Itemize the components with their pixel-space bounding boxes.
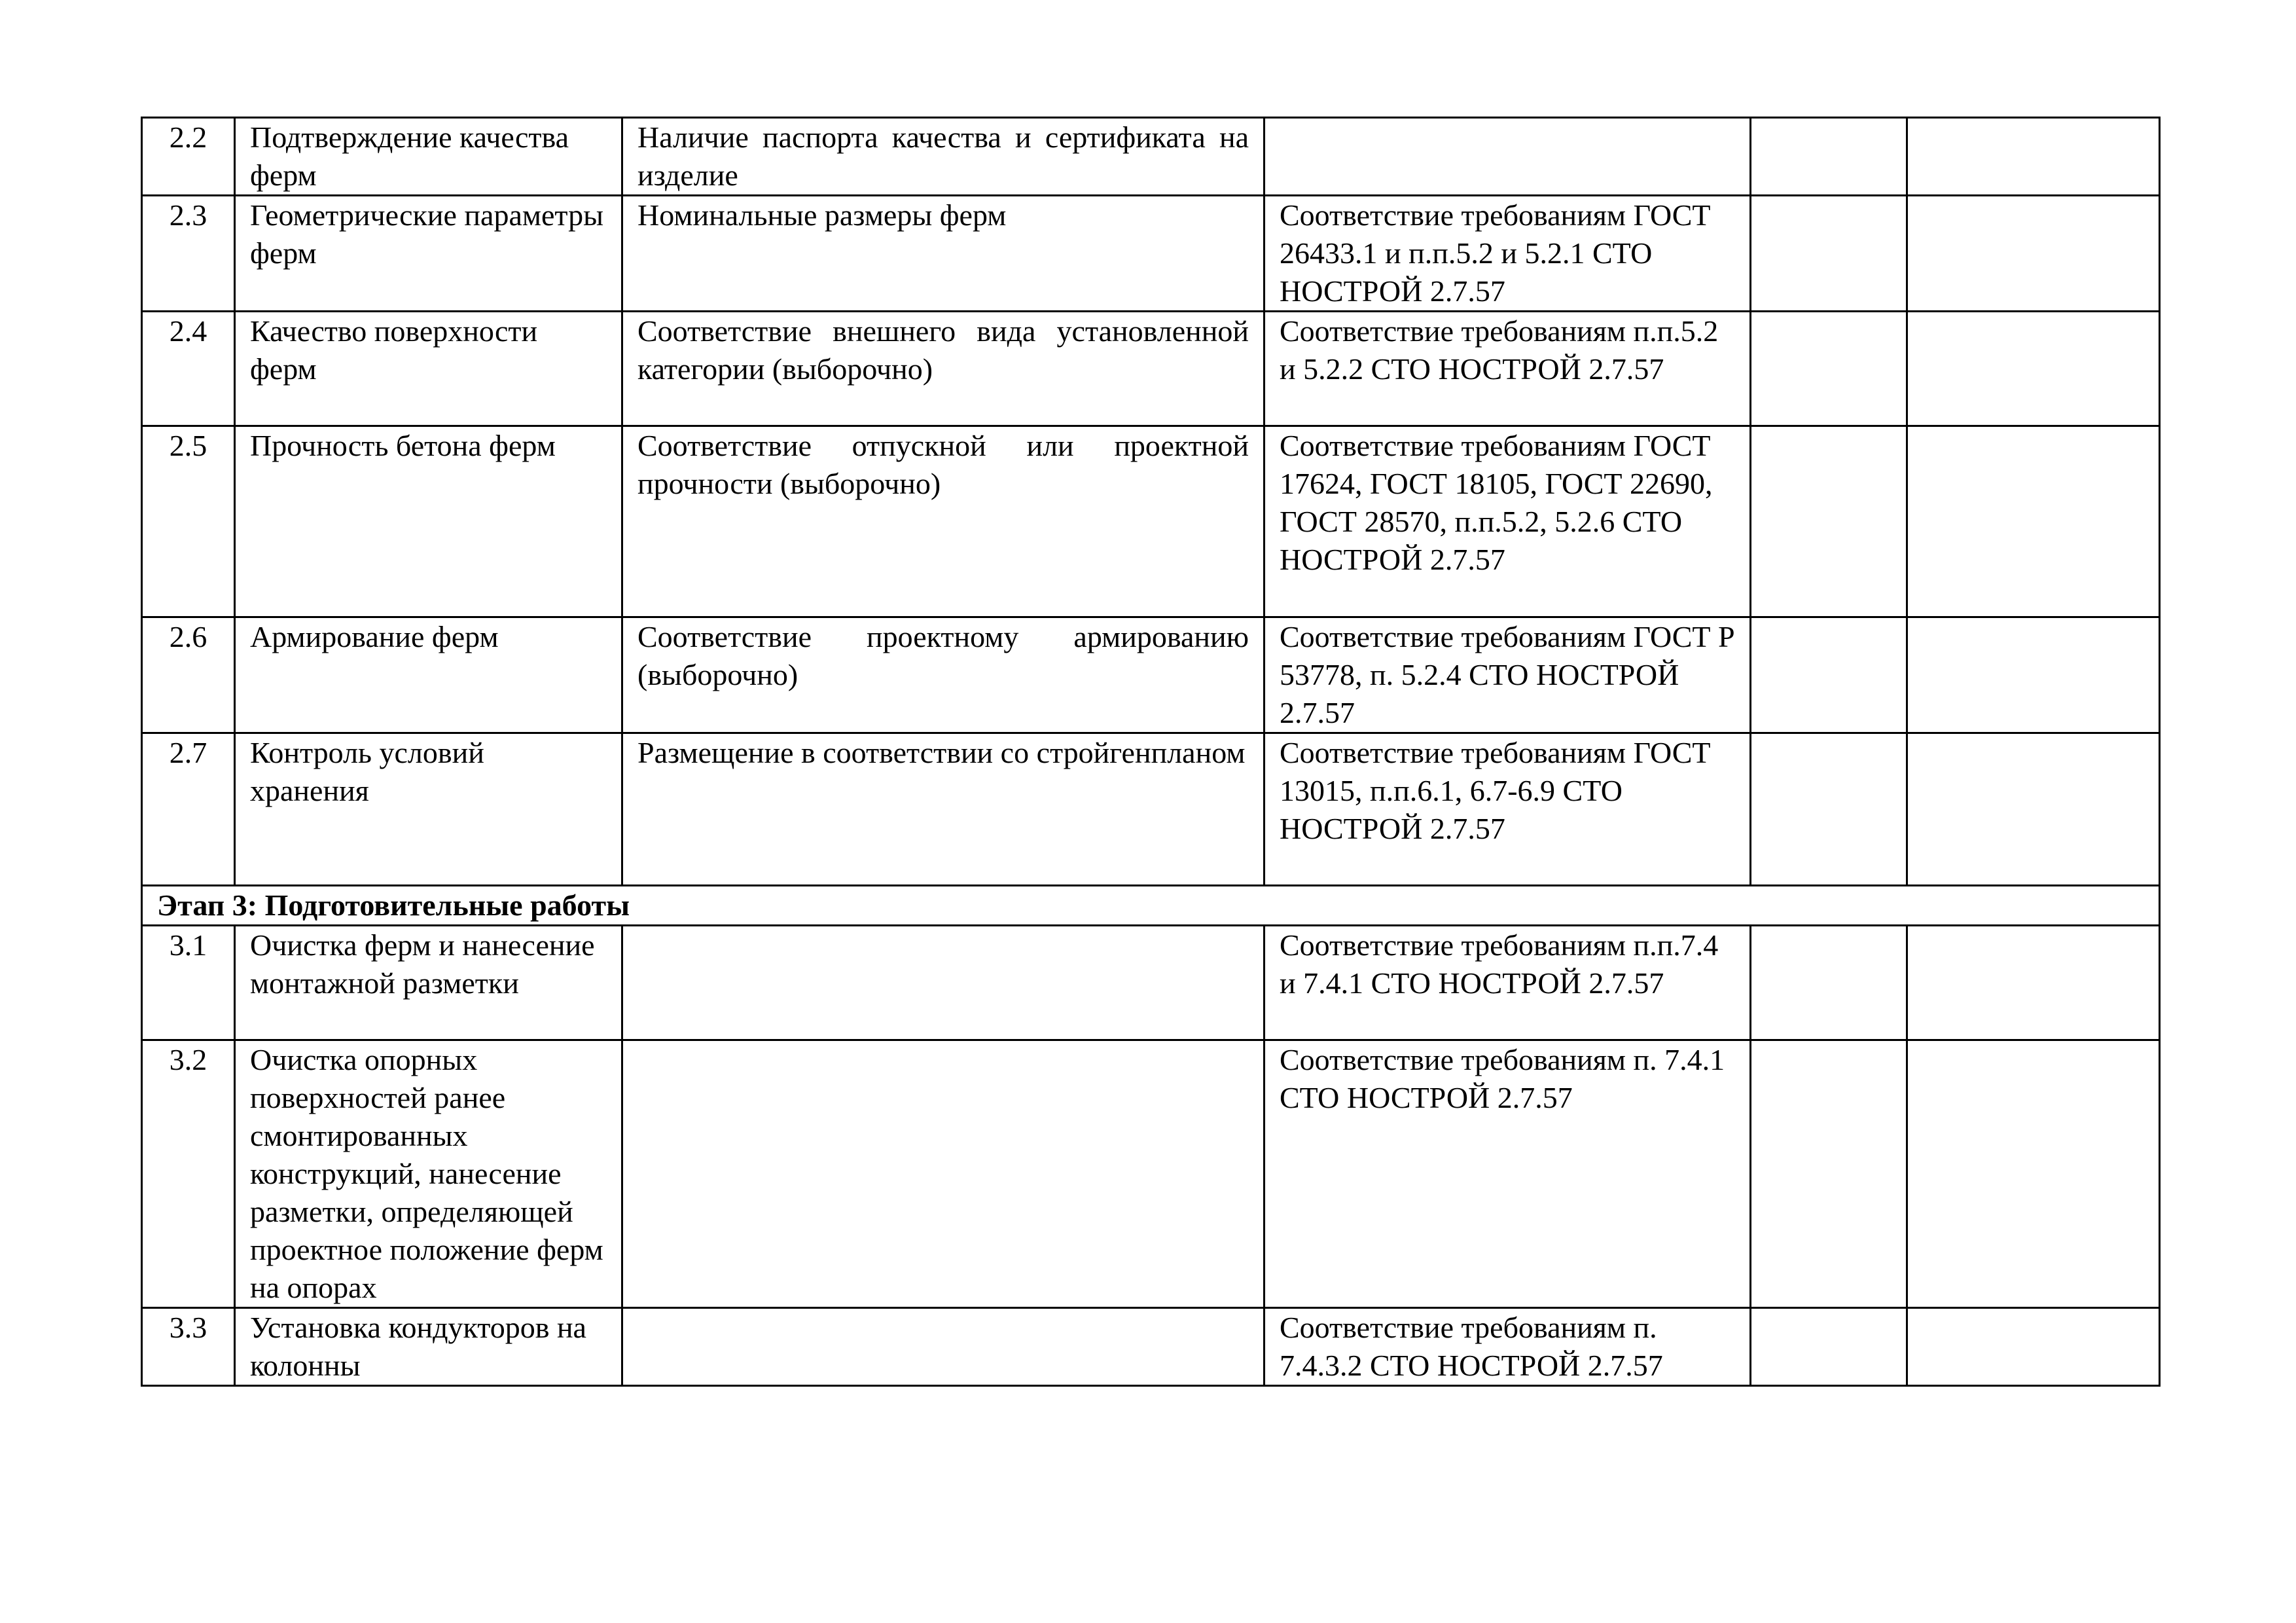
empty-cell: [1907, 617, 2160, 733]
table-row: [142, 1308, 2160, 1386]
requirement-cell: [1265, 118, 1751, 196]
method-cell: Соответствие отпускной или проектной прочности (выборочно): [622, 426, 1265, 617]
row-number: 2.4: [142, 312, 235, 426]
empty-cell: [1907, 118, 2160, 196]
table-row: [142, 617, 2160, 733]
method-cell: [622, 1040, 1265, 1308]
requirement-cell: Соответствие требованиям ГОСТ 26433.1 и п.п.5.2 и 5.2.1 СТО НОСТРОЙ 2.7.57: [1265, 196, 1751, 312]
parameter-cell: Очистка ферм и нанесение монтажной разметки: [235, 926, 622, 1040]
parameter-cell: Армирование ферм: [235, 617, 622, 733]
method-cell: [622, 1308, 1265, 1386]
table-row: [142, 426, 2160, 617]
empty-cell: [1751, 617, 1907, 733]
parameter-cell: Установка кондукторов на колонны: [235, 1308, 622, 1386]
method-cell: Наличие паспорта качества и сертификата на изделие: [622, 118, 1265, 196]
table-row: [142, 733, 2160, 886]
empty-cell: [1907, 312, 2160, 426]
requirement-cell: Соответствие требованиям п. 7.4.1 СТО НОСТРОЙ 2.7.57: [1265, 1040, 1751, 1308]
parameter-cell: Подтверждение качества ферм: [235, 118, 622, 196]
requirement-cell: Соответствие требованиям п.п.5.2 и 5.2.2 СТО НОСТРОЙ 2.7.57: [1265, 312, 1751, 426]
empty-cell: [1907, 426, 2160, 617]
table-row: [142, 312, 2160, 426]
empty-cell: [1751, 118, 1907, 196]
parameter-cell: Геометрические параметры ферм: [235, 196, 622, 312]
empty-cell: [1907, 733, 2160, 886]
method-cell: Размещение в соответствии со стройгенпланом: [622, 733, 1265, 886]
empty-cell: [1751, 1308, 1907, 1386]
method-cell: Соответствие внешнего вида установленной категории (выборочно): [622, 312, 1265, 426]
method-cell: Номинальные размеры ферм: [622, 196, 1265, 312]
parameter-cell: Качество поверхности ферм: [235, 312, 622, 426]
empty-cell: [1907, 1040, 2160, 1308]
empty-cell: [1907, 926, 2160, 1040]
row-number: 3.2: [142, 1040, 235, 1308]
table-row: [142, 196, 2160, 312]
empty-cell: [1751, 312, 1907, 426]
control-table: [141, 117, 2161, 1387]
table-row: [142, 926, 2160, 1040]
requirement-cell: Соответствие требованиям п. 7.4.3.2 СТО НОСТРОЙ 2.7.57: [1265, 1308, 1751, 1386]
row-number: 2.7: [142, 733, 235, 886]
row-number: 2.2: [142, 118, 235, 196]
table-row: [142, 118, 2160, 196]
empty-cell: [1751, 426, 1907, 617]
parameter-cell: Прочность бетона ферм: [235, 426, 622, 617]
empty-cell: [1751, 196, 1907, 312]
method-cell: Соответствие проектному армированию (выборочно): [622, 617, 1265, 733]
stage-header-row: [142, 886, 2160, 926]
empty-cell: [1907, 196, 2160, 312]
empty-cell: [1751, 733, 1907, 886]
parameter-cell: Контроль условий хранения: [235, 733, 622, 886]
row-number: 2.5: [142, 426, 235, 617]
row-number: 2.6: [142, 617, 235, 733]
method-cell: [622, 926, 1265, 1040]
empty-cell: [1751, 926, 1907, 1040]
parameter-cell: Очистка опорных поверхностей ранее смонтированных конструкций, нанесение разметки, определяющей проектное положение ферм на опорах: [235, 1040, 622, 1308]
stage-title: Этап 3: Подготовительные работы: [142, 886, 2160, 926]
requirement-cell: Соответствие требованиям п.п.7.4 и 7.4.1 СТО НОСТРОЙ 2.7.57: [1265, 926, 1751, 1040]
row-number: 2.3: [142, 196, 235, 312]
empty-cell: [1751, 1040, 1907, 1308]
table-row: [142, 1040, 2160, 1308]
requirement-cell: Соответствие требованиям ГОСТ 13015, п.п.6.1, 6.7-6.9 СТО НОСТРОЙ 2.7.57: [1265, 733, 1751, 886]
row-number: 3.1: [142, 926, 235, 1040]
requirement-cell: Соответствие требованиям ГОСТ 17624, ГОСТ 18105, ГОСТ 22690, ГОСТ 28570, п.п.5.2, 5.2.6 СТО НОСТРОЙ 2.7.57: [1265, 426, 1751, 617]
requirement-cell: Соответствие требованиям ГОСТ Р 53778, п. 5.2.4 СТО НОСТРОЙ 2.7.57: [1265, 617, 1751, 733]
row-number: 3.3: [142, 1308, 235, 1386]
empty-cell: [1907, 1308, 2160, 1386]
